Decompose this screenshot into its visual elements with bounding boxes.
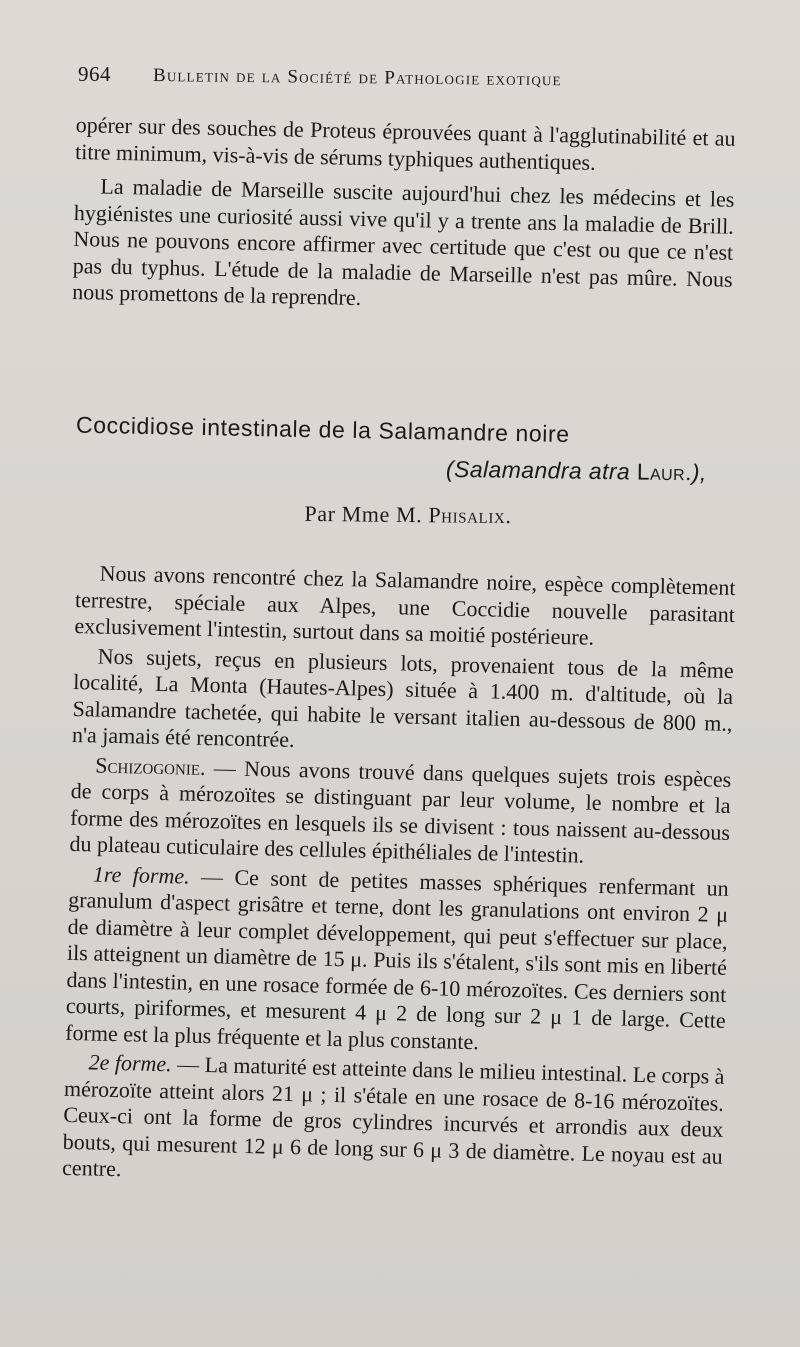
subtitle-species: (Salamandra atra: [445, 455, 631, 485]
continuation-text: [72, 112, 736, 319]
subtitle-authority: Laur.: [636, 458, 693, 486]
article-title: Coccidiose intestinale de la Salamandre noire: [75, 411, 570, 448]
page-number: 964: [78, 62, 111, 86]
article-subtitle: [446, 456, 756, 487]
running-title: Bulletin de la Société de Pathologie exotique: [152, 65, 562, 91]
byline-author: Phisalix.: [428, 502, 512, 529]
section-label-schizogonie: Schizogonie.: [95, 751, 206, 780]
subtitle-end: ),: [691, 459, 707, 486]
paragraph-subjects: Nos sujets, reçus en plusieurs lots, provenaient tous de la même localité, La Monta (Hautes-Alpes) située à 1.400 m. d'altitude, où la Salamandre tachetée, qui habite le versant italien au-dessous de 800 m., n'a jamais été rencontrée.: [71, 643, 734, 753]
byline-prefix: Par Mme M.: [304, 500, 423, 528]
article-byline: [8, 498, 800, 532]
paragraph-first-form: [65, 860, 729, 1060]
second-form-text: — La maturité est atteinte dans le milieu intestinal. Le corps à mérozoïte atteint alors 21 μ ; il s'étale en une rosace de 8-16 mérozoïtes. Ceux-ci ont la forme de gros cylindres incurvés et arrondis aux deux bouts, qui mesurent 12 μ 6 de long sur 6 μ 3 de diamètre. Le noyau est au centre.: [61, 1051, 725, 1182]
first-form-text: — Ce sont de petites masses sphériques renfermant un granulum d'aspect grisâtre et terne, dont les granulations ont environ 2 μ de diamètre à leur complet développement, qui peut s'effectuer sur place, ils atteignent un diamètre de 15 μ. Puis ils s'étalent, s'ils sont mis en liberté dans l'intestin, en une rosace formée de 6-10 mérozoïtes. Ces derniers sont courts, piriformes, et mesurent 4 μ 2 de long sur 2 μ 1 de large. Cette forme est la plus fréquente et la plus constante.: [65, 863, 730, 1054]
continuation-paragraph-1: opérer sur des souches de Proteus éprouvées quant à l'agglutinabilité et au titre minimum, vis-à-vis de sérums typhiques authentiques.: [74, 112, 736, 175]
article-body: [62, 560, 736, 1196]
paragraph-introduction: Nous avons rencontré chez la Salamandre noire, espèce complètement terrestre, spéciale aux Alpes, une Coccidie nouvelle parasitant exclusivement l'intestin, surtout dans sa moitié postérieure.: [74, 560, 736, 650]
paragraph-schizogonie: [69, 751, 731, 872]
schizogonie-text: — Nous avons trouvé dans quelques sujets trois espèces de corps à mérozoïtes se distinguant par leur volume, le nombre et la forme des mérozoïtes en lesquels ils se divisent : tous naissent au-dessous du plateau cuticulaire des cellules épithéliales de l'intestin.: [69, 754, 732, 868]
label-first-form: 1re forme.: [92, 860, 190, 889]
label-second-form: 2e forme.: [88, 1049, 172, 1077]
paragraph-second-form: [62, 1049, 725, 1196]
page-header: [78, 62, 738, 98]
continuation-paragraph-2: La maladie de Marseille suscite aujourd'hui chez les médecins et les hygiénistes une curiosité aussi vive qu'il y a trente ans la maladie de Brill. Nous ne pouvons encore affirmer avec certitude que c'est ou que ce n'est pas du typhus. L'étude de la maladie de Marseille n'est pas mûre. Nous nous promettons de la reprendre.: [71, 173, 735, 311]
